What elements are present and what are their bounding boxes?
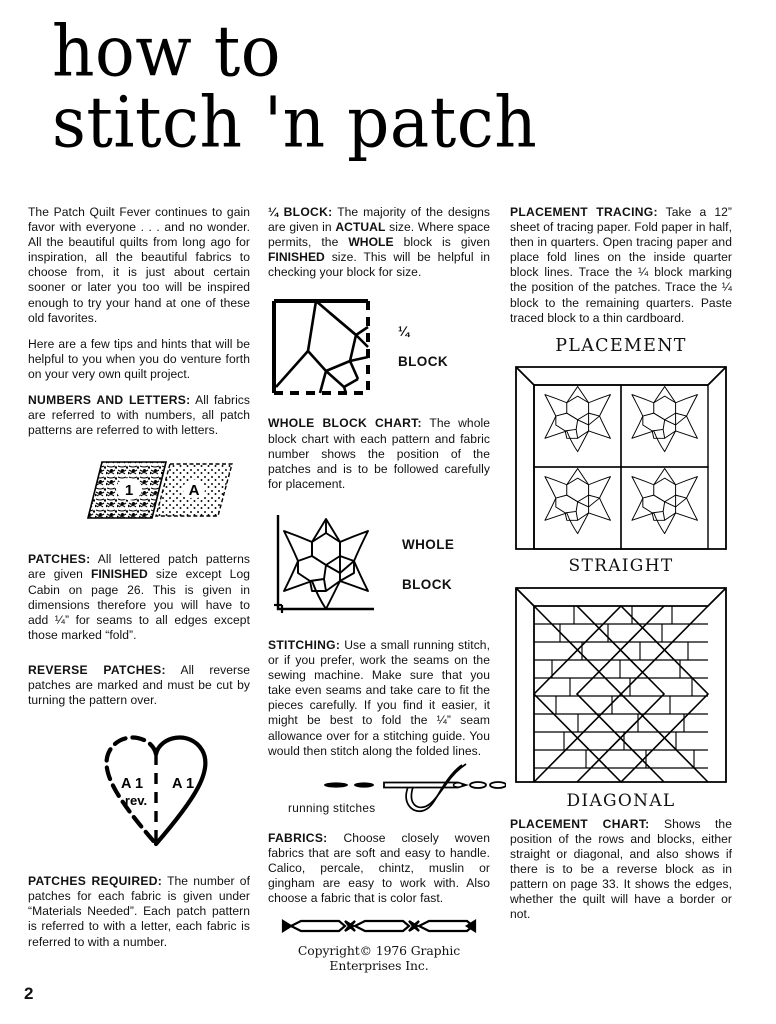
numbers-and-letters-heading: NUMBERS AND LETTERS: [28,393,191,408]
diagonal-diamonds [534,606,708,782]
quarter-body-c: size. Where space permits, the [268,220,490,250]
stitch-marks-solid [324,782,374,787]
patches-heading: PATCHES: [28,552,91,567]
decorative-divider [268,918,490,934]
placement-tracing-heading: PLACEMENT TRACING: [510,205,658,219]
whole-block-caption [402,530,454,600]
straight-quilt-figure [510,359,732,555]
heart-right-label: A 1 [171,776,195,793]
patches-required-heading: PATCHES REQUIRED: [28,874,163,889]
quarter-block-caption [398,317,448,377]
whole-block-body: The whole block chart with each pattern and fabric number shows the position of the patches and is to be followed carefully for placement. [268,416,490,491]
quarter-block-heading: ¼ BLOCK: [268,205,333,219]
diagonal-caption: DIAGONAL [566,790,676,811]
intro-paragraph-1: The Patch Quilt Fever continues to gain favor with everyone . . . and no wonder. All the beautiful quilts from long ago for inspiration, all the beautiful fabrics to choose from, it is just about certain sooner or later you too will be inspired enough to try your hand at one of these old favorites. [28,205,250,325]
needle-eye-icon [454,782,463,786]
patch-label-1: 1 [124,482,134,500]
log-strip-rows [534,606,708,768]
straight-quilt-diagram [512,359,730,555]
patch-fabric-1 [88,462,166,518]
whole-block-section [268,416,490,491]
whole-block-caption-line1: WHOLE [402,536,455,552]
whole-block-diagram [268,511,380,619]
quarter-body-actual: ACTUAL [335,220,386,235]
diagonal-quilt-figure [510,582,732,790]
patches-body-a: All lettered patch patterns are given [28,552,250,582]
patches-required-body: The number of patches for each fabric is given under “Materials Needed”. Each patch pattern is referred to with a letter, each fabric is referred to with a number. [28,874,250,949]
quarter-block-caption-line1: ¼ [398,324,410,340]
column-1 [28,205,250,961]
whole-block-star [284,519,368,609]
title-line-2: stitch 'n patch [52,82,538,164]
quarter-body-whole: WHOLE [348,235,394,250]
patches-required-section [28,874,250,949]
patches-section [28,552,250,643]
placement-tracing-section [510,205,732,326]
quarter-block-caption-line2: BLOCK [398,354,448,370]
stitching-heading: STITCHING: [268,637,341,652]
stitching-body: Use a small running stitch, or if you prefer, work the seams on the sewing machine. Make sure that you take even seams and take care to fit the pieces carefully. If you find it easier, it might be best to fold the ¼” seam allowance over for a stitching guide. You would then stitch along the folded lines. [268,637,490,758]
numbers-and-letters-body: All fabrics are referred to with numbers, all patch patterns are referred to with letters. [28,393,250,438]
fabric-patch-figure [28,454,250,532]
fabric-patch-diagram [84,454,244,526]
running-stitch-caption: running stitches [288,800,376,815]
stitching-section [268,638,490,759]
reverse-patch-heart-figure [28,728,250,856]
quarter-block-pieces [276,301,368,393]
placement-chart-heading: PLACEMENT CHART: [510,816,650,831]
placement-heading: PLACEMENT [555,335,687,356]
column-3 [510,205,732,922]
placement-tracing-body: Take a 12” sheet of tracing paper. Fold paper in half, then in quarters. Open tracing paper and place fold lines on the inside quarter block lines. Trace the ¼ block marking the position of the patches. Trace the ¼ block to the remaining quarters. Paste traced block to a thin cardboard. [510,205,732,325]
column-2 [268,205,490,973]
reverse-patches-section [28,663,250,708]
copyright-notice: Copyright© 1976 Graphic Enterprises Inc. [297,943,461,974]
patches-body-c: size except Log Cabin on page 26. This is given in dimensions therefore you will have to add ¼” for seams to all edges except those marked “fold”. [28,567,250,642]
fabrics-body: Choose closely woven fabrics that are soft and easy to handle. Calico, percale, chintz, muslin or gingham are easy to work with. Also choose a fabric that is color fast. [268,830,490,906]
article-columns [0,205,776,995]
quilt-blocks-straight [534,385,708,549]
whole-block-caption-line2: BLOCK [402,576,452,592]
heart-left-label-line1: A 1 [120,776,144,793]
heart-diagram [90,728,222,854]
placement-chart-section [510,817,732,923]
heart-left-label-line2: rev. [124,793,148,809]
fabrics-heading: FABRICS: [268,830,328,845]
quarter-body-e: block is given [393,235,490,250]
reverse-patches-heading: REVERSE PATCHES: [28,662,166,677]
stitch-marks-open [470,782,506,788]
straight-caption: STRAIGHT [568,555,674,576]
divider-ornament-icon [281,918,477,934]
page-title [0,0,776,164]
fabrics-section [268,831,490,906]
whole-block-heading: WHOLE BLOCK CHART: [268,416,422,431]
quarter-body-finished: FINISHED [268,250,325,265]
placement-chart-body: Shows the position of the rows and blocks, either straight or diagonal, and also shows if there is to be a reverse block as in pattern on page 33. It shows the edges, whether the quilt will have a border or not. [510,816,732,922]
patch-fabric-a [156,464,232,516]
quarter-block-figure [268,291,490,403]
patch-label-a: A [188,482,200,500]
title-line-1: how to [52,10,281,93]
intro-paragraph-2: Here are a few tips and hints that will be helpful to you when you do venture forth on your very own quilt project. [28,336,250,381]
patches-body-finished: FINISHED [90,567,148,582]
quarter-block-section [268,205,490,280]
numbers-and-letters-section [28,393,250,438]
quarter-body-g: size. This will be helpful in checking your block for size. [268,250,490,280]
running-stitch-figure [268,763,490,825]
whole-block-figure [268,506,490,624]
diagonal-quilt-diagram [512,582,730,790]
reverse-patches-body: All reverse patches are marked and must be cut by turning the pattern over. [28,662,250,708]
quarter-body-a: The majority of the designs are given in [268,205,490,235]
page-number: 2 [24,984,34,1003]
quarter-block-diagram [268,295,376,399]
